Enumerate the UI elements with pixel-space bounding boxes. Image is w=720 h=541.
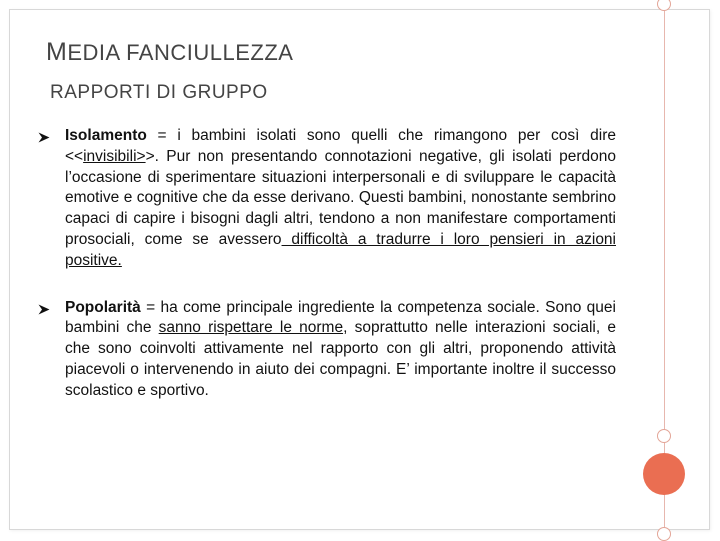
slide-title (46, 38, 293, 67)
item-text: = ha come principale ingrediente la competenza sociale. Sono quei bambini che (65, 298, 616, 337)
bullet-list (38, 126, 616, 402)
decorative-ring-icon (657, 527, 671, 541)
slide-subtitle: RAPPORTI DI GRUPPO (50, 82, 268, 103)
item-text: >. Pur non presentando connotazioni negative, gli isolati perdono l’occasione di sperimentare situazioni interpersonali e di sviluppare le capacità emotive e cognitive che da esse derivano. Questi bambini, nonostante sembrino capaci di capire i bisogni dagli altri, tendono a non manifestare comportamenti prosociali, come se avessero (65, 147, 616, 248)
list-item-popolarita (38, 298, 616, 402)
title-initial: M (46, 38, 68, 66)
item-term: Popolarità (65, 298, 141, 316)
item-underlined-text: difficoltà a tradurre i loro pensieri in azioni positive. (65, 230, 616, 269)
title-rest: EDIA FANCIULLEZZA (67, 40, 294, 65)
item-underlined-text: sanno rispettare le norme (158, 319, 344, 337)
arrowhead-bullet-icon (38, 132, 50, 143)
arrowhead-bullet-icon (38, 304, 50, 315)
decorative-ring-icon (657, 429, 671, 443)
item-text: = i bambini isolati sono quelli che rimangono per così dire << (65, 127, 616, 165)
list-item-isolamento (38, 126, 616, 272)
item-term: Isolamento (65, 127, 147, 144)
decorative-circle-icon (643, 453, 685, 495)
item-text: , soprattutto nelle interazioni sociali, e che sono coinvolti attivamente nel rapporto con gli altri, proponendo attività piacevoli o intervenendo in aiuto dei compagni. E’ importante inoltre il successo scolastico e sportivo. (65, 319, 616, 399)
item-underlined-text: invisibili> (83, 147, 146, 165)
